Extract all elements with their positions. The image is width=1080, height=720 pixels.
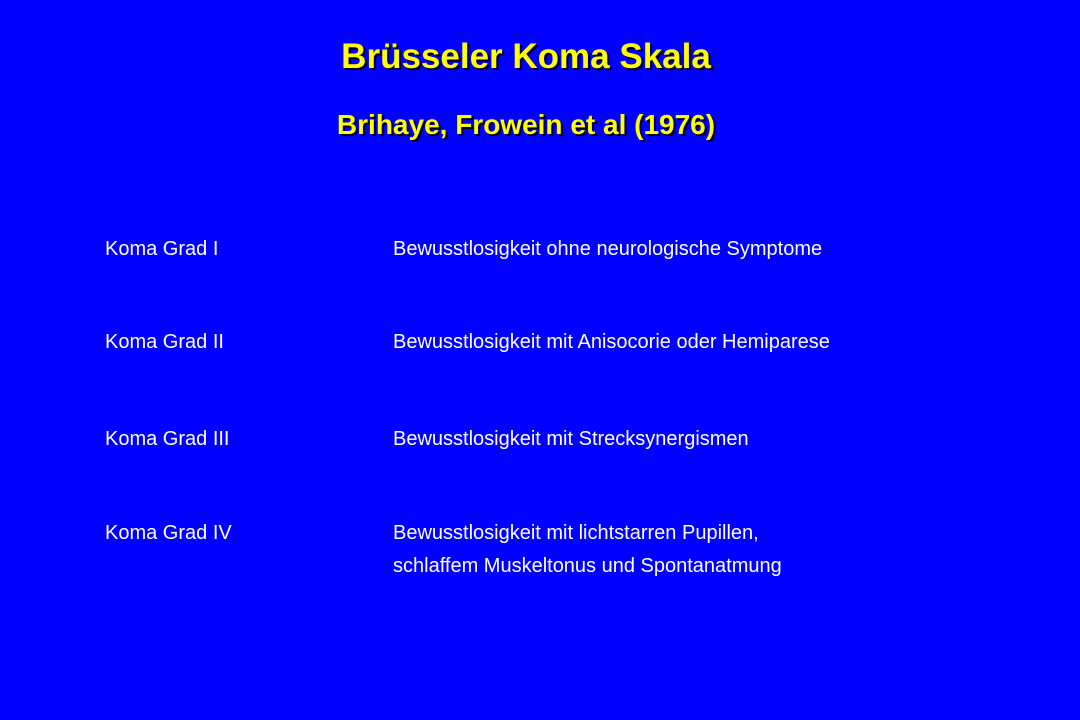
grade-description-4-line-1: Bewusstlosigkeit mit lichtstarren Pupillen,	[393, 522, 759, 544]
grade-label-3: Koma Grad III	[105, 428, 230, 450]
grade-description-3: Bewusstlosigkeit mit Strecksynergismen	[393, 428, 749, 450]
grade-label-1: Koma Grad I	[105, 238, 219, 260]
grade-description-1: Bewusstlosigkeit ohne neurologische Symptome	[393, 238, 823, 260]
grade-label-4: Koma Grad IV	[105, 522, 232, 544]
grade-label-2: Koma Grad II	[105, 331, 224, 353]
slide-title: Brüsseler Koma Skala	[341, 37, 711, 76]
grade-description-4-line-2: schlaffem Muskeltonus und Spontanatmung	[393, 555, 782, 577]
slide-subtitle: Brihaye, Frowein et al (1976)	[336, 109, 716, 140]
grade-description-2: Bewusstlosigkeit mit Anisocorie oder Hemiparese	[393, 331, 830, 353]
